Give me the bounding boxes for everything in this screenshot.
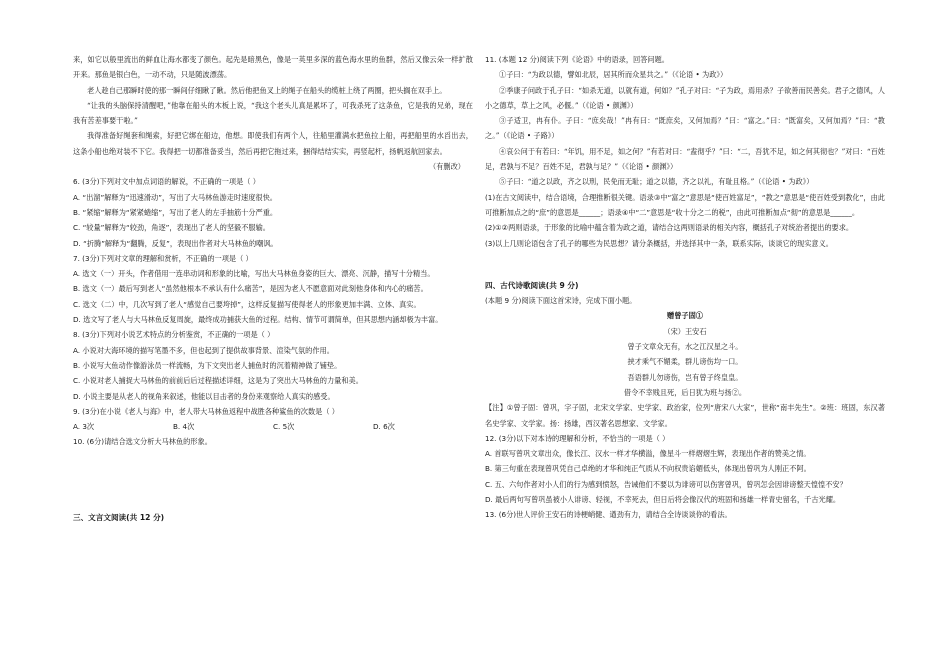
poem-line-3: 吾语群儿勿谤伤，岂有曾子终皇皇。 bbox=[627, 372, 743, 382]
analects-quote-4: ④哀公问于有若曰：“年饥，用不足，如之何？”有若对曰：“盍彻乎？”曰：“二，吾犹不足，如之何其彻也？”对曰：“百姓足，君孰与不足？百姓不足，君孰与足？”（《论语 • 颜渊》） bbox=[485, 146, 885, 172]
question-6-option-a: A. “出溜”解释为“迅速滑动”，写出了大马林鱼游走时速度很快。 bbox=[73, 192, 277, 202]
question-9-option-d: D. 6次 bbox=[373, 422, 395, 432]
passage-paragraph-3: “让我的头脑保持清醒吧，”他靠在船头的木板上说，“我这个老头儿真是累坏了，可我杀死了这条鱼，它是我的兄弟，现在我有苦差事要干啦。” bbox=[73, 100, 473, 126]
question-7-option-c: C. 选文（二）中，几次写到了老人“感觉自己要垮掉”，这样反复描写使得老人的形象更加丰满、立体、真实。 bbox=[73, 299, 421, 309]
analects-quote-1: ①子曰：“为政以德，譬如北辰，居其所而众星共之。”（《论语 • 为政》） bbox=[499, 70, 728, 80]
passage-paragraph-2: 老人趁自己那瞬时使的那一瞬间仔细瞅了瞅。然后他把鱼叉上的绳子在船头的缆桩上绕了两圈，把头搁在双手上。 bbox=[87, 85, 447, 95]
question-9-option-c: C. 5次 bbox=[273, 422, 295, 432]
question-12-option-d: D. 最后两句写曾巩虽被小人诽谤、轻视，不幸死去，但日后将会像汉代的班固和扬雄一样青史留名，千古光耀。 bbox=[485, 495, 841, 505]
poem-title: 赠曾子固① bbox=[667, 311, 703, 321]
poem-intro: (本题 9 分)阅读下面这首宋诗，完成下面小题。 bbox=[485, 296, 637, 306]
analects-quote-2: ②季康子问政于孔子曰：“如杀无道，以就有道，何如？”孔子对曰：“子为政，焉用杀？子欲善而民善矣。君子之德风，人小之德草，草上之风，必偃。”（《论语 • 颜渊》） bbox=[485, 85, 885, 110]
analects-quote-5: ⑤子曰：“道之以政，齐之以刑，民免而无耻；道之以德，齐之以礼，有耻且格。”（《论语 • 为政》） bbox=[499, 177, 814, 187]
question-8-option-a: A. 小说对大海环境的描写笔墨不多，但也起到了提供故事背景、渲染气氛的作用。 bbox=[73, 345, 334, 355]
question-12-option-b: B. 第三句重在表现曾巩凭自己卓绝的才华和纯正气质从不向权贵谄媚低头，体现出曾巩为人刚正不阿。 bbox=[485, 464, 811, 474]
passage-paragraph-4: 我得准备好绳套和绳索，好把它绑在船边，他想。即使我们有两个人，往船里灌满水把鱼拉上船，再把船里的水舀出去，这条小船也绝对装不下它。我得把一切都准备妥当，然后再把它拖过来，捆得结结实实，再竖起杆，扬帆返航回家去。 bbox=[73, 131, 473, 156]
section-3-heading: 三、文言文阅读(共 12 分) bbox=[73, 512, 165, 522]
question-8-option-b: B. 小说写大鱼动作像游泳员一样流畅，为下文突出老人捕鱼时的沉着精神做了铺垫。 bbox=[73, 360, 342, 370]
poem-line-2: 挟才乘气不媚柔，群儿谤伤均一口。 bbox=[627, 357, 743, 367]
question-7-stem: 7. (3分)下列对文章的理解和赏析，不正确的一项是（ ） bbox=[73, 253, 253, 263]
question-6-option-c: C. “较量”解释为“较劲，角逐”，表现出了老人的坚毅不服输。 bbox=[73, 223, 270, 233]
poem-author: （宋）王安石 bbox=[663, 326, 707, 336]
question-11-stem: 11. (本题 12 分)阅读下列《论语》中的语录，回答问题。 bbox=[485, 55, 669, 64]
question-10-stem: 10. (6分)请结合选文分析大马林鱼的形象。 bbox=[73, 437, 212, 447]
question-6-stem: 6. (3分)下列对文中加点词语的解说，不正确的一项是（ ） bbox=[73, 177, 260, 187]
section-4-heading: 四、古代诗歌阅读(共 9 分) bbox=[485, 280, 579, 290]
question-11-sub-1: (1)在古文阅读中，结合语境，合理推断很关键。语录③中“富之”意思是“使百姓富足”，“教之”意思是“使百姓受到教化”，由此可推断加点之的“庶”的意思是______；语录④中“二”意思是“收十分之二的税”，由此可推断加点“彻”的意思是______。 bbox=[485, 192, 885, 217]
poem-line-1: 曾子文章众无有，水之江汉星之斗。 bbox=[627, 342, 743, 352]
answer-space bbox=[73, 450, 473, 510]
question-7-option-a: A. 选文（一）开头，作者借用一连串动词和形象的比喻，写出大马林鱼身姿的巨大、漂亮、沉静，描写十分精当。 bbox=[73, 269, 435, 279]
passage-paragraph-1: 来，如它以般里流出的鲜血让海水都变了颜色。起先是暗黑色，像是一英里多深的蓝色海水里的鱼群，然后又像云朵一样扩散开来。那鱼是银白色，一动不动，只是随波漂荡。 bbox=[73, 55, 473, 80]
question-9-option-b: B. 4次 bbox=[173, 422, 195, 432]
question-9-stem: 9. (3分)在小说《老人与海》中，老人带大马林鱼返程中战胜各种鲨鱼的次数是（ ） bbox=[73, 406, 339, 416]
question-8-stem: 8. (3分)下列对小说艺术特点的分析鉴赏，不正确的一项是（ ） bbox=[73, 330, 275, 340]
question-11-sub-3: (3)以上几则论语包含了孔子的哪些为民思想？请分条概括，并选择其中一条，联系实际，谈谈它的现实意义。 bbox=[485, 238, 833, 248]
question-9-option-a: A. 3次 bbox=[73, 422, 95, 432]
poem-annotation: 【注】①曾子固：曾巩，字子固，北宋文学家、史学家、政治家，位列“唐宋八大家”，世称“南丰先生”。②班：班固，东汉著名史学家、文学家。扬：扬雄，西汉著名思想家、文学家。 bbox=[485, 403, 885, 428]
question-12-option-c: C. 五、六句作者对小人们的行为感到愤怒，告诫他们不要以为诽谤可以伤害曾巩，曾巩怎会因诽谤整天惶惶不安？ bbox=[485, 479, 847, 489]
right-column bbox=[485, 52, 885, 523]
question-7-option-d: D. 选文写了老人与大马林鱼反复周旋，最终成功捕获大鱼的过程。结构、情节可谓简单，但其思想内涵却极为丰富。 bbox=[73, 315, 443, 325]
question-9-options bbox=[73, 419, 473, 434]
question-7-option-b: B. 选文（一）最后写到老人“虽然他根本不承认有什么痛苦”，是因为老人不愿意面对此刻他身体和内心的痛苦。 bbox=[73, 284, 428, 294]
question-13-stem: 13. (6分)世人评价王安石的诗梗峭健、遒劲有力，请结合全诗谈谈你的看法。 bbox=[485, 510, 732, 520]
question-12-stem: 12. (3分)以下对本诗的理解和分析，不恰当的一项是（ ） bbox=[485, 433, 670, 443]
question-11-sub-2: (2)①②两则语录，于形象的比喻中蕴含着为政之道，请结合这两则语录的相关内容，概括孔子对统治者提出的要求。 bbox=[485, 223, 854, 233]
section-gap bbox=[485, 251, 885, 278]
question-8-option-c: C. 小说对老人捕捉大马林鱼的前前后后过程描述详细，这是为了突出大马林鱼的力量和美。 bbox=[73, 376, 363, 386]
left-column bbox=[73, 52, 473, 525]
poem-line-4: 借令不幸贱且死，后日犹为班与扬②。 bbox=[623, 387, 747, 397]
question-6-option-b: B. “紧缩”解释为“紧紧蜷缩”，写出了老人的左手抽筋十分严重。 bbox=[73, 207, 278, 217]
passage-source-note: （有删改） bbox=[429, 162, 465, 172]
analects-quote-3: ③子适卫，冉有仆。子曰：“庶矣哉！”冉有曰：“既庶矣，又何加焉？”曰：“富之。”曰：“既富矣，又何加焉？”曰：“教之。”（《论语 • 子路》） bbox=[485, 116, 885, 141]
question-8-option-d: D. 小说主要是从老人的视角来叙述，他能以目击者的身份来观察给人真实的感受。 bbox=[73, 391, 335, 401]
question-12-option-a: A. 首联写曾巩文章出众，像长江、汉水一样才华横溢，像星斗一样熠熠生辉，表现出作者的赞美之情。 bbox=[485, 449, 811, 459]
question-6-option-d: D. “折腾”解释为“翻腾，反复”，表现出作者对大马林鱼的嘲讽。 bbox=[73, 238, 278, 248]
